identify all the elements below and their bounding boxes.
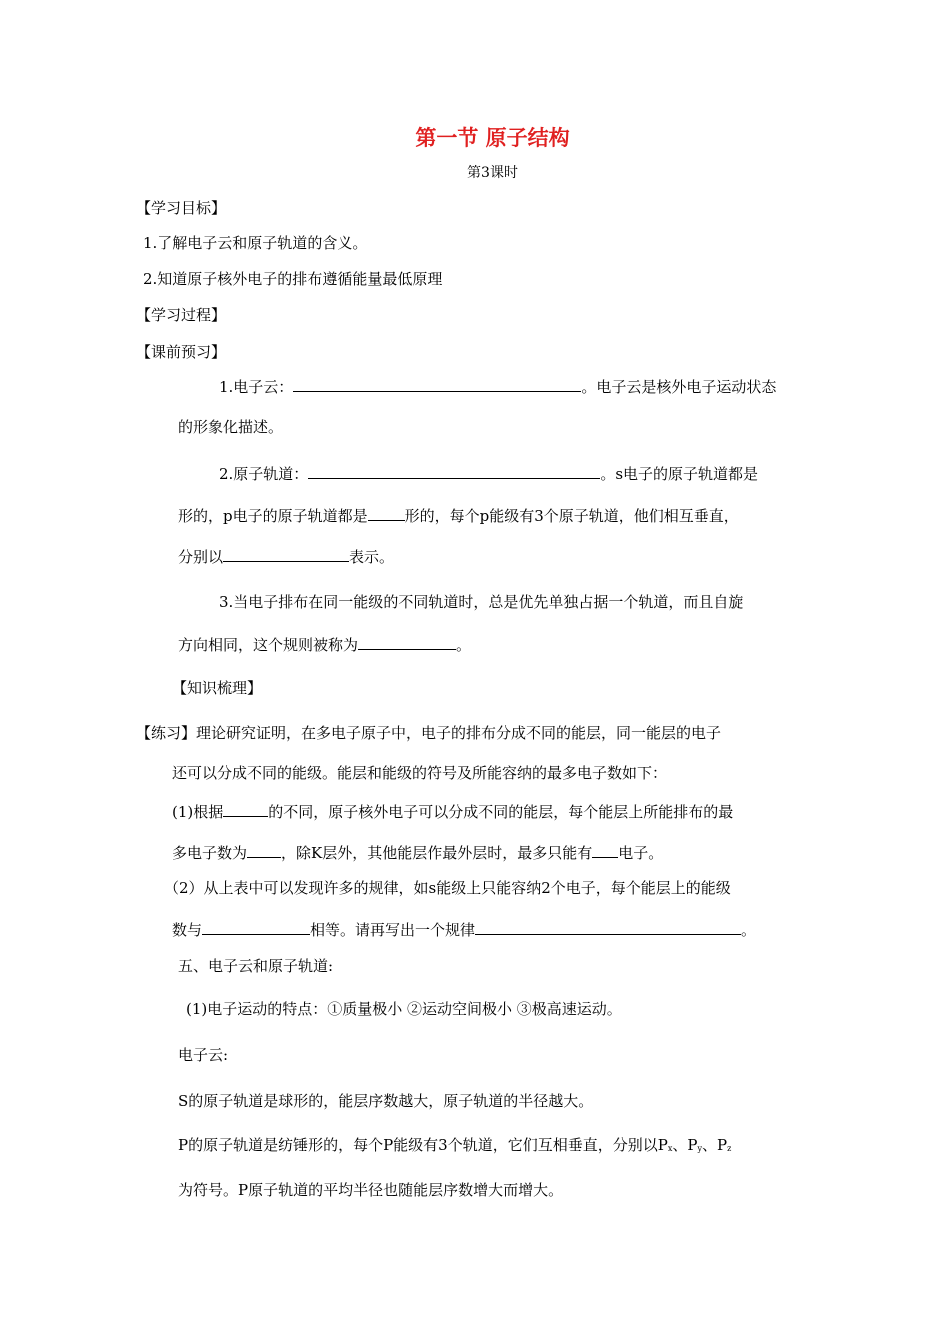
p-orbital-text-part: P的原子轨道是纺锤形的，每个P能级有3个轨道，它们互相垂直，分别以	[178, 1136, 658, 1154]
electron-features: (1)电子运动的特点：①质量极小 ②运动空间极小 ③极高速运动。	[186, 1000, 622, 1018]
practice-text: (1)根据	[172, 803, 224, 821]
p-orbital-text	[178, 1135, 731, 1159]
fill-blank[interactable]	[223, 801, 268, 817]
objective-item: 1.了解电子云和原子轨道的含义。	[143, 234, 368, 252]
preview-q1	[219, 376, 776, 397]
preview-q3: 3.当电子排布在同一能级的不同轨道时，总是优先单独占据一个轨道，而且自旋	[219, 593, 744, 611]
preview-q3-text: 。	[456, 636, 472, 654]
lesson-number: 第3课时	[467, 165, 518, 181]
preview-q2-cont	[178, 546, 394, 567]
practice-q1	[172, 801, 733, 822]
fill-blank[interactable]	[475, 919, 741, 935]
practice-text: 数与	[172, 921, 203, 939]
preview-q1-text: 。电子云是核外电子运动状态	[581, 378, 777, 396]
separator: 、	[672, 1136, 688, 1154]
preview-q2-label: 2.原子轨道：	[219, 465, 309, 483]
practice-text: 的不同，原子核外电子可以分成不同的能层，每个能层上所能排布的最	[268, 803, 734, 821]
preview-header: 【课前预习】	[136, 343, 227, 361]
fill-blank[interactable]	[223, 546, 349, 562]
preview-q2-text: 。s电子的原子轨道都是	[600, 465, 759, 483]
section-five-heading: 五、电子云和原子轨道:	[178, 957, 334, 975]
practice-text: 。	[741, 921, 757, 939]
fill-blank[interactable]	[202, 919, 310, 935]
practice-q2: （2）从上表中可以发现许多的规律，如s能级上只能容纳2个电子，每个能层上的能级	[164, 879, 731, 897]
separator: 、	[701, 1136, 717, 1154]
practice-q2-cont	[172, 919, 756, 940]
preview-q2-text: 表示。	[349, 548, 395, 566]
orbital-symbol: $P_z$	[717, 1136, 732, 1154]
fill-blank[interactable]	[293, 376, 581, 392]
preview-q2-text: 分别以	[178, 548, 224, 566]
practice-q1-cont	[172, 842, 663, 863]
practice-text: 相等。请再写出一个规律	[310, 921, 476, 939]
knowledge-header: 【知识梳理】	[172, 679, 263, 697]
fill-blank[interactable]	[358, 634, 456, 650]
preview-q3-text: 方向相同，这个规则被称为	[178, 636, 359, 654]
process-header: 【学习过程】	[136, 306, 227, 324]
orbital-symbol: $P_y$	[687, 1136, 702, 1154]
fill-blank[interactable]	[247, 842, 281, 858]
preview-q3-cont	[178, 634, 471, 655]
practice-text: 多电子数为	[172, 844, 248, 862]
practice-intro: 【练习】理论研究证明，在多电子原子中，电子的排布分成不同的能层，同一能层的电子	[136, 724, 722, 742]
orbital-symbol: $P_x$	[657, 1136, 673, 1154]
s-orbital-text: S的原子轨道是球形的，能层序数越大，原子轨道的半径越大。	[178, 1092, 594, 1110]
preview-q2-cont	[178, 505, 739, 526]
fill-blank[interactable]	[592, 842, 618, 858]
preview-q2-text: 形的，每个p能级有3个原子轨道，他们相互垂直，	[404, 507, 739, 525]
electron-cloud-label: 电子云:	[178, 1046, 229, 1064]
practice-text: ，除K层外，其他能层作最外层时，最多只能有	[281, 844, 593, 862]
practice-text: 电子。	[618, 844, 664, 862]
practice-intro-cont: 还可以分成不同的能级。能层和能级的符号及所能容纳的最多电子数如下：	[172, 764, 668, 782]
preview-q1-cont: 的形象化描述。	[178, 418, 284, 436]
fill-blank[interactable]	[308, 463, 600, 479]
preview-q2	[219, 463, 758, 484]
page-title: 第一节 原子结构	[415, 126, 570, 150]
fill-blank[interactable]	[368, 505, 405, 521]
p-orbital-text-cont: 为符号。P原子轨道的平均半径也随能层序数增大而增大。	[178, 1181, 564, 1199]
objective-item: 2.知道原子核外电子的排布遵循能量最低原理	[143, 270, 443, 288]
objectives-header: 【学习目标】	[136, 199, 227, 217]
preview-q2-text: 形的，p电子的原子轨道都是	[178, 507, 368, 525]
preview-q1-label: 1.电子云：	[219, 378, 294, 396]
